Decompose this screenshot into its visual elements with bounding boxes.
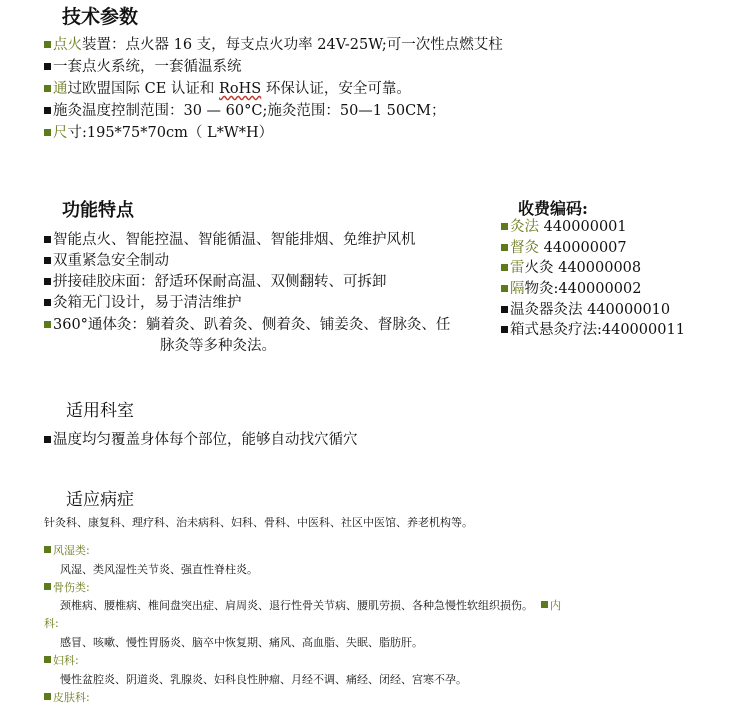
- departments-title: 适用科室: [66, 401, 134, 421]
- bullet-icon: [44, 236, 51, 243]
- departments-line: 温度均匀覆盖身体每个部位，能够自动找穴循穴: [44, 430, 358, 450]
- fee-item: 督灸 440000007: [501, 238, 627, 258]
- feature-item: 双重紧急安全制动: [44, 251, 169, 271]
- bullet-icon: [44, 583, 51, 590]
- bullet-icon: [44, 107, 51, 114]
- bullet-icon: [501, 326, 508, 333]
- indications-title: 适应病症: [66, 490, 134, 510]
- fees-title: 收费编码:: [518, 199, 588, 218]
- feature-item: 360°通体灸：躺着灸、趴着灸、侧着灸、铺姜灸、督脉灸、任: [44, 315, 450, 335]
- category-gynecology-text: 慢性盆腔炎、阴道炎、乳腺炎、妇科良性肿瘤、月经不调、痛经、闭经、宫寒不孕。: [60, 673, 467, 686]
- bullet-icon: [44, 656, 51, 663]
- bullet-icon: [44, 693, 51, 700]
- bullet-icon: [44, 546, 51, 553]
- features-title: 功能特点: [62, 200, 134, 221]
- category-gynecology: 妇科:: [44, 653, 79, 669]
- bullet-icon: [44, 436, 51, 443]
- feature-item: 智能点火、智能控温、智能循温、智能排烟、免维护风机: [44, 230, 416, 250]
- feature-item: 灸箱无门设计，易于清洁维护: [44, 293, 242, 313]
- tech-line-certification: 通过欧盟国际 CE 认证和 RoHS 环保认证，安全可靠。: [44, 79, 411, 99]
- bullet-icon: [541, 601, 548, 608]
- bullet-icon: [44, 257, 51, 264]
- category-orthopedic-text: 颈椎病、腰椎病、椎间盘突出症、肩周炎、退行性骨关节病、腰肌劳损、各种急慢性软组织损伤。 内: [60, 599, 561, 612]
- feature-item: 拼接硅胶床面：舒适环保耐高温、双侧翻转、可拆卸: [44, 272, 387, 292]
- category-internal-label: 科:: [44, 617, 59, 630]
- tech-line-ignition: 点火装置：点火器 16 支，每支点火功率 24V-25W;可一次性点燃艾柱: [44, 35, 503, 55]
- bullet-icon: [44, 63, 51, 70]
- fee-item: 隔物灸:440000002: [501, 279, 641, 299]
- fee-item: 箱式悬灸疗法:440000011: [501, 320, 685, 340]
- bullet-icon: [501, 306, 508, 313]
- bullet-icon: [44, 299, 51, 306]
- fee-item: 温灸器灸法 440000010: [501, 300, 670, 320]
- bullet-icon: [501, 285, 508, 292]
- tech-line-systems: 一套点火系统，一套循温系统: [44, 57, 242, 77]
- category-internal-text: 感冒、咳嗽、慢性胃肠炎、脑卒中恢复期、痛风、高血脂、失眠、脂肪肝。: [60, 636, 423, 649]
- category-rheumatism-text: 风湿、类风湿性关节炎、强直性脊柱炎。: [60, 563, 258, 576]
- tech-line-size: 尺寸:195*75*70cm（ L*W*H）: [44, 123, 273, 143]
- tech-line-temperature: 施灸温度控制范围：30 — 60°C;施灸范围：50—1 50CM；: [44, 101, 446, 121]
- category-dermatology: 皮肤科:: [44, 690, 90, 706]
- fee-item: 灸法 440000001: [501, 217, 627, 237]
- bullet-icon: [44, 278, 51, 285]
- feature-item-continuation: 脉灸等多种灸法。: [160, 338, 276, 354]
- bullet-icon: [44, 41, 51, 48]
- bullet-icon: [44, 321, 51, 328]
- fee-item: 雷火灸 440000008: [501, 258, 641, 278]
- indications-intro: 针灸科、康复科、理疗科、治未病科、妇科、骨科、中医科、社区中医馆、养老机构等。: [44, 516, 473, 529]
- bullet-icon: [501, 264, 508, 271]
- category-rheumatism: 风湿类:: [44, 543, 90, 559]
- bullet-icon: [44, 85, 51, 92]
- category-orthopedic: 骨伤类:: [44, 580, 90, 596]
- bullet-icon: [501, 244, 508, 251]
- tech-title: 技术参数: [62, 6, 139, 28]
- bullet-icon: [501, 223, 508, 230]
- bullet-icon: [44, 129, 51, 136]
